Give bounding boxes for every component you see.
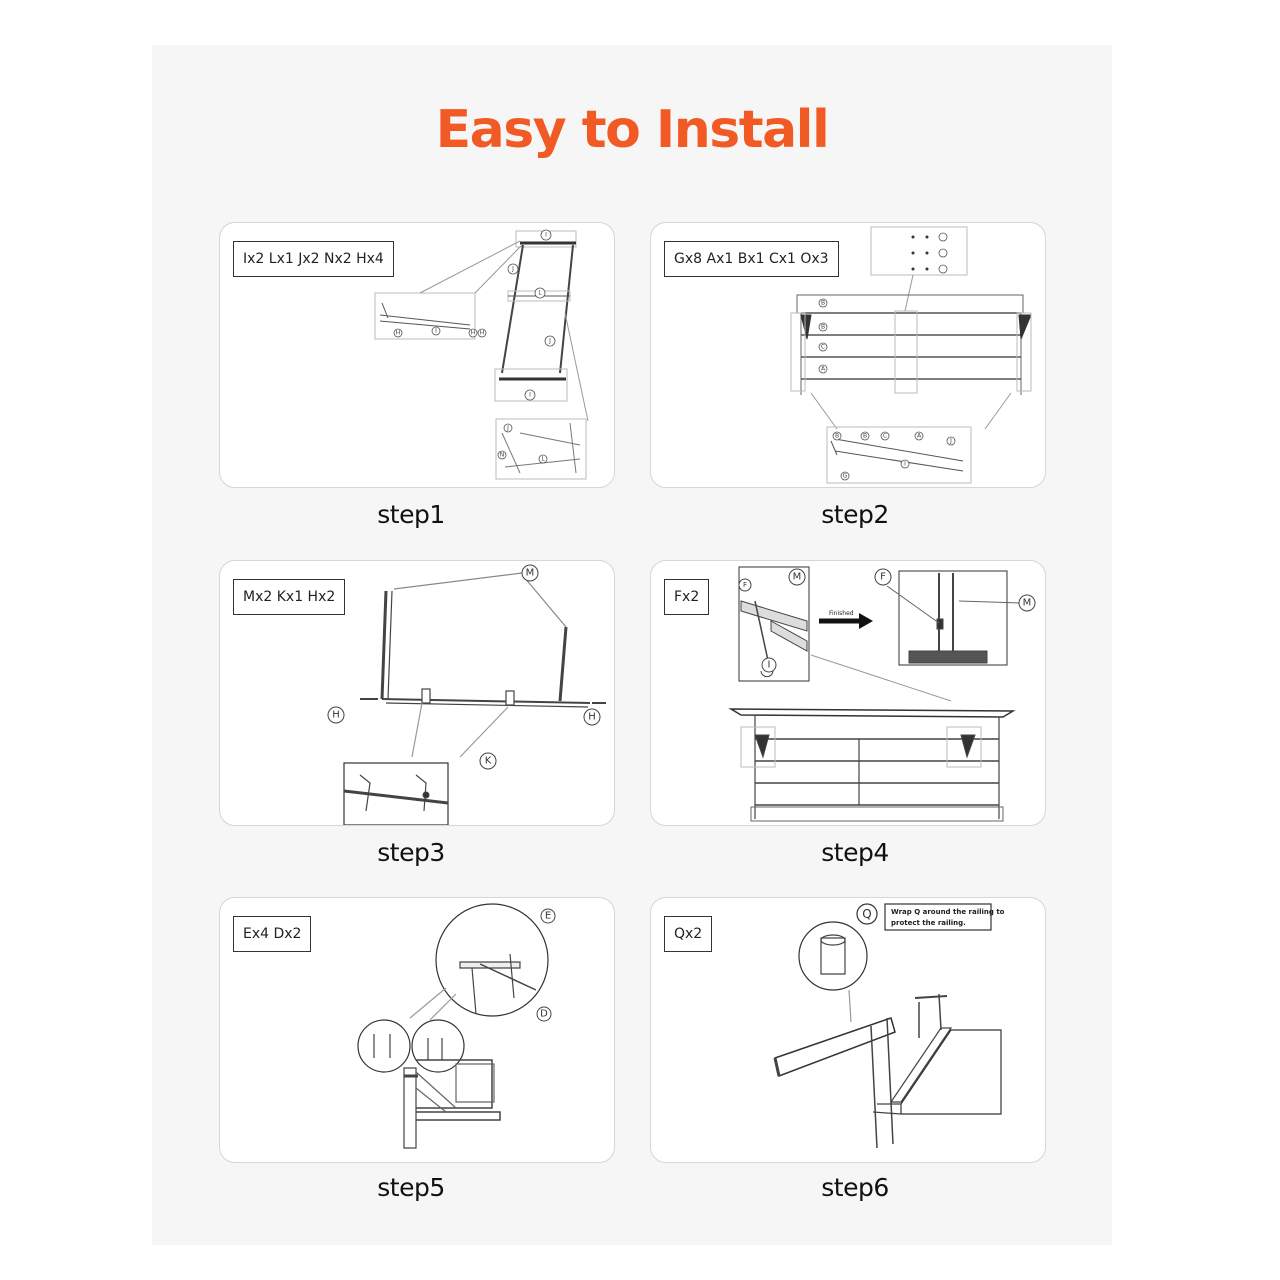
step2-label: step2 [821, 500, 889, 529]
callout-h: H [588, 711, 596, 723]
callout-i: I [545, 231, 547, 239]
callout-c: C [820, 343, 826, 351]
callout-a: A [820, 365, 826, 373]
step2-card [650, 222, 1046, 488]
step4-parts-list: Fx2 [664, 579, 709, 615]
callout-a: A [916, 432, 922, 440]
callout-e: E [544, 910, 552, 922]
callout-f: F [880, 571, 886, 583]
step3-label: step3 [377, 838, 445, 867]
step3-card [219, 560, 615, 826]
callout-i: I [767, 659, 771, 671]
page-title: Easy to Install [435, 100, 829, 160]
callout-h: H [395, 329, 401, 337]
callout-b: B [834, 432, 840, 440]
step2-parts-list: Gx8 Ax1 Bx1 Cx1 Ox3 [664, 241, 839, 277]
callout-h: H [332, 709, 340, 721]
step1-parts-list: Ix2 Lx1 Jx2 Nx2 Hx4 [233, 241, 394, 277]
callout-d: D [540, 1008, 548, 1020]
step5-parts-list: Ex4 Dx2 [233, 916, 311, 952]
callout-b: B [820, 299, 826, 307]
callout-k: K [484, 755, 492, 767]
step1-card [219, 222, 615, 488]
callout-j: J [549, 337, 551, 345]
callout-n: N [499, 451, 505, 459]
callout-c: C [882, 432, 888, 440]
callout-j: J [507, 424, 509, 432]
callout-j: J [512, 265, 514, 273]
step6-note-line2: protect the railing. [891, 919, 966, 927]
step6-note-line1: Wrap Q around the railing to [891, 908, 1005, 916]
step4-card [650, 560, 1046, 826]
callout-q: Q [862, 907, 872, 921]
callout-l: L [541, 455, 545, 463]
step4-diagram [651, 561, 1045, 825]
callout-i: I [435, 327, 437, 335]
callout-m: M [792, 571, 802, 583]
step5-card [219, 897, 615, 1163]
step6-label: step6 [821, 1173, 889, 1202]
callout-m: M [525, 567, 535, 579]
callout-h: H [479, 329, 485, 337]
step3-parts-list: Mx2 Kx1 Hx2 [233, 579, 345, 615]
callout-f: F [742, 581, 748, 589]
step1-label: step1 [377, 500, 445, 529]
callout-j: J [950, 437, 952, 445]
callout-l: L [538, 289, 542, 297]
callout-i: I [904, 460, 906, 468]
callout-b: B [862, 432, 868, 440]
step6-card [650, 897, 1046, 1163]
step5-label: step5 [377, 1173, 445, 1202]
finished-annotation: Finished [829, 610, 854, 617]
callout-i: I [529, 391, 531, 399]
callout-g: G [842, 472, 848, 480]
step6-parts-list: Qx2 [664, 916, 712, 952]
callout-m: M [1022, 597, 1032, 609]
step4-label: step4 [821, 838, 889, 867]
callout-b: B [820, 323, 826, 331]
callout-h: H [470, 329, 476, 337]
